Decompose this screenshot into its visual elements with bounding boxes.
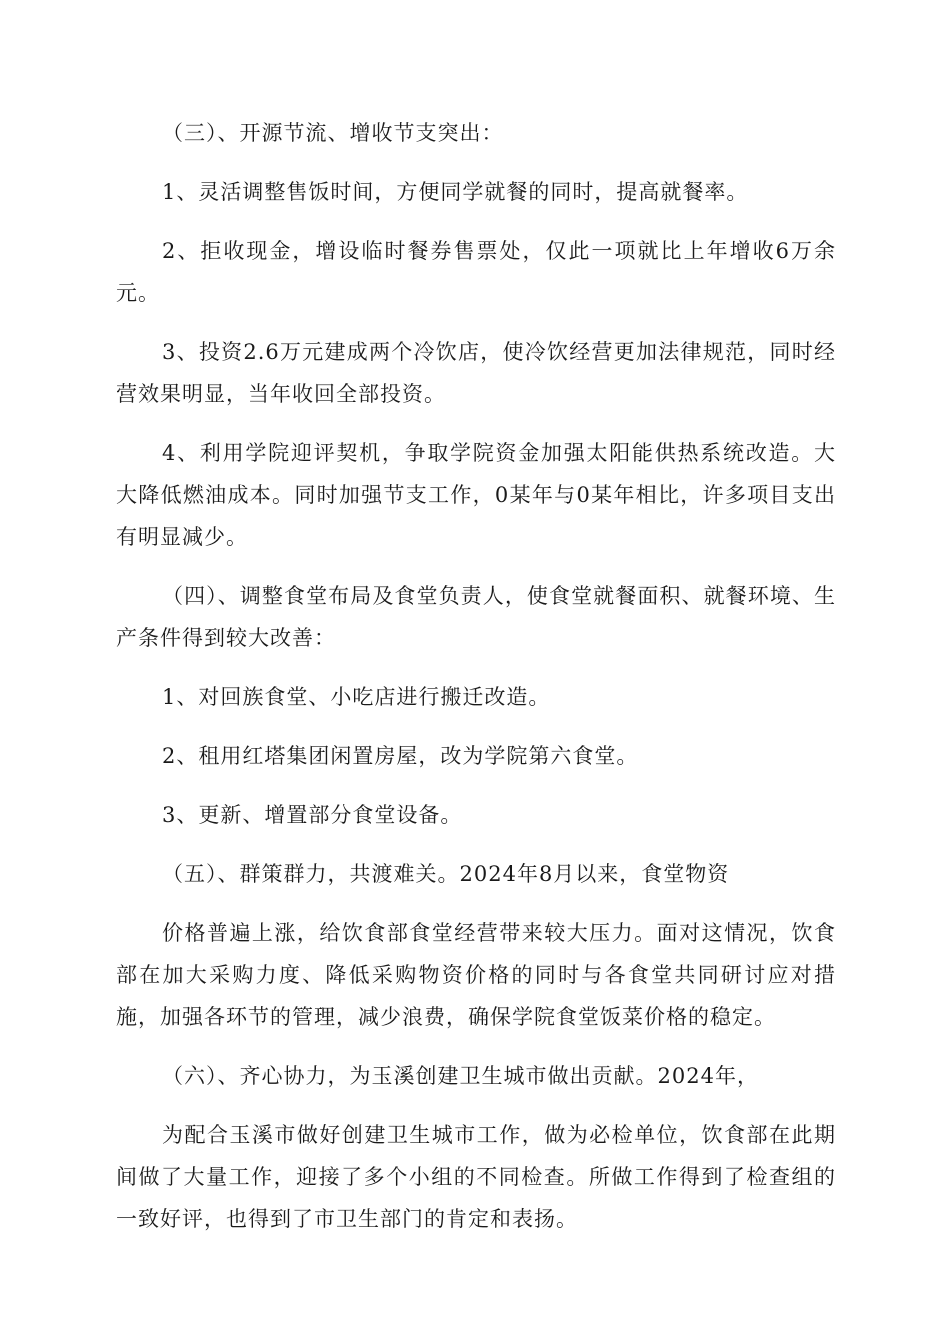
document-body — [116, 112, 836, 1257]
paragraph-item-2: 2、拒收现金，增设临时餐券售票处，仅此一项就比上年增收6万余元。 — [116, 239, 836, 305]
paragraph-item-2: 2、租用红塔集团闲置房屋，改为学院第六食堂。 — [162, 744, 639, 768]
paragraph-section-five-body: 价格普遍上涨，给饮食部食堂经营带来较大压力。面对这情况，饮食部在加大采购力度、降低采购物资价格的同时与各食堂共同研讨应对措施，加强各环节的管理，减少浪费，确保学院食堂饭菜价格的稳定。 — [116, 921, 836, 1029]
paragraph-section-three-heading: （三）、开源节流、增收节支突出： — [162, 121, 504, 145]
paragraph-section-four-heading: （四）、调整食堂布局及食堂负责人，使食堂就餐面积、就餐环境、生产条件得到较大改善： — [116, 584, 836, 650]
paragraph-item-1: 1、灵活调整售饭时间，方便同学就餐的同时，提高就餐率。 — [162, 180, 749, 204]
paragraph-item-3: 3、投资2.6万元建成两个冷饮店，使冷饮经营更加法律规范，同时经营效果明显，当年收回全部投资。 — [116, 340, 836, 406]
paragraph-section-five-heading: （五）、群策群力，共渡难关。2024年8月以来，食堂物资 — [162, 862, 730, 886]
paragraph-item-3: 3、更新、增置部分食堂设备。 — [162, 803, 463, 827]
paragraph-section-six-body: 为配合玉溪市做好创建卫生城市工作，做为必检单位，饮食部在此期间做了大量工作，迎接了多个小组的不同检查。所做工作得到了检查组的一致好评，也得到了市卫生部门的肯定和表扬。 — [116, 1123, 836, 1231]
paragraph-item-4: 4、利用学院迎评契机，争取学院资金加强太阳能供热系统改造。大大降低燃油成本。同时加强节支工作，0某年与0某年相比，许多项目支出有明显减少。 — [116, 441, 836, 549]
paragraph-item-1: 1、对回族食堂、小吃店进行搬迁改造。 — [162, 685, 551, 709]
paragraph-section-six-heading: （六）、齐心协力，为玉溪创建卫生城市做出贡献。2024年， — [162, 1064, 759, 1088]
